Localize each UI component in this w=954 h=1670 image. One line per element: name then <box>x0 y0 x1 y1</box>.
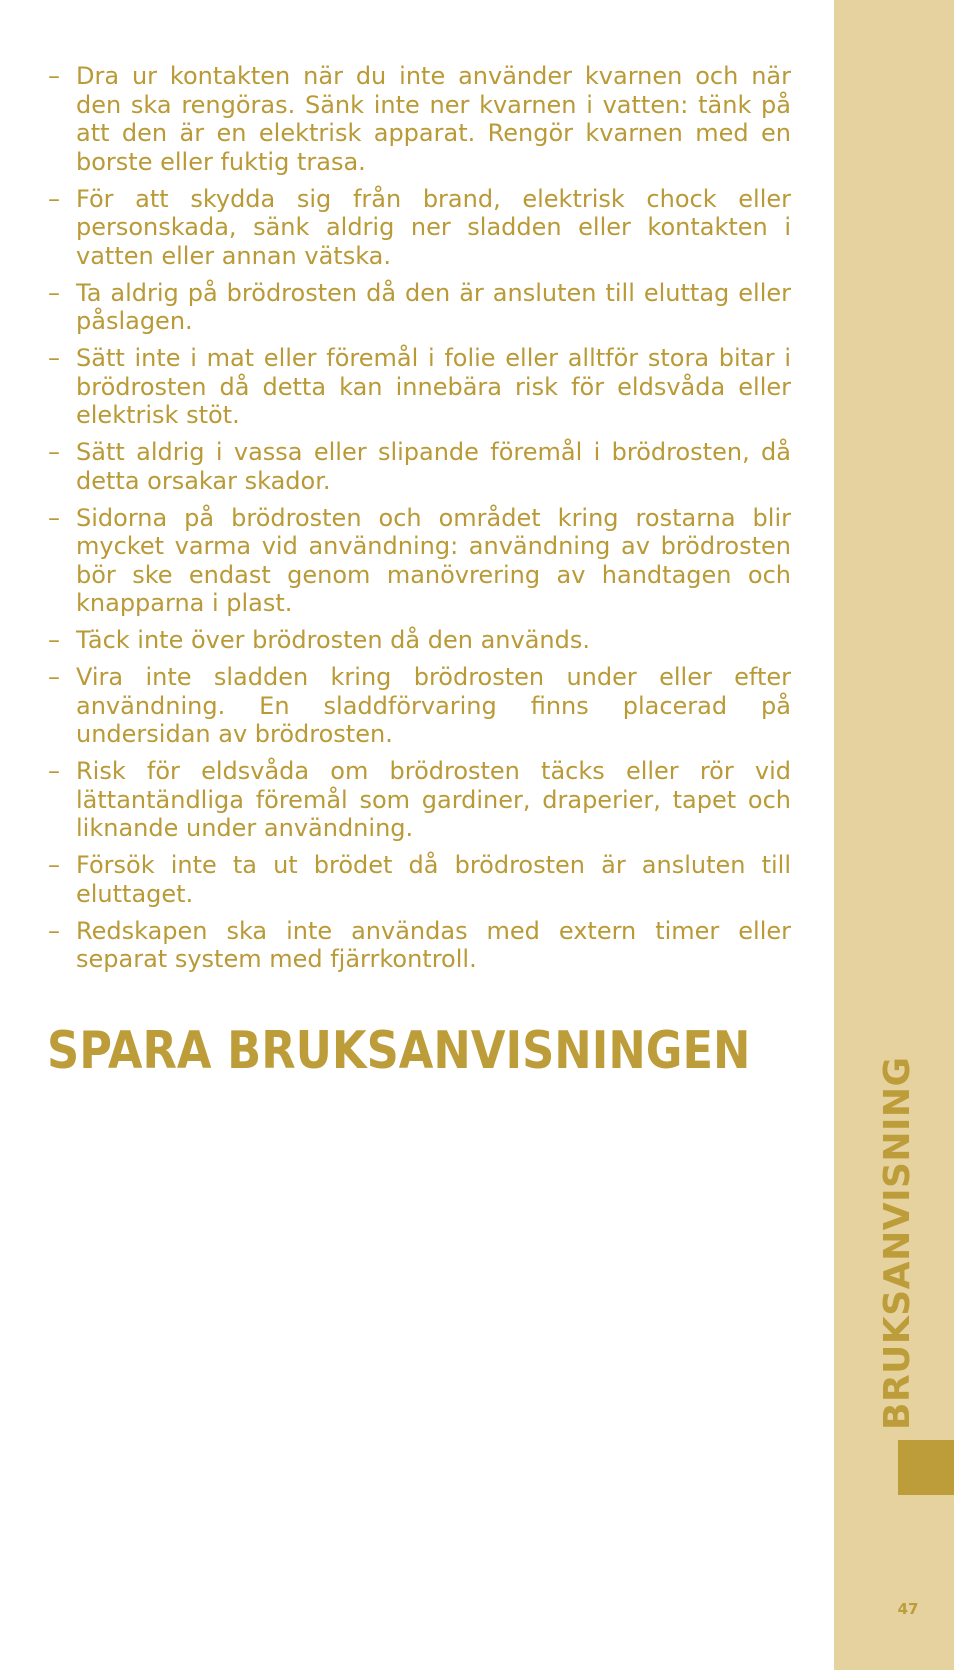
bullet-dash: – <box>48 62 60 90</box>
bullet-dash: – <box>48 757 60 785</box>
list-item <box>48 62 791 176</box>
list-item-text: Sätt inte i mat eller föremål i folie eller alltför stora bitar i brödrosten då detta kan innebära risk för eldsvåda eller elektrisk stöt. <box>76 344 791 429</box>
list-item-text: Sidorna på brödrosten och området kring rostarna blir mycket varma vid användning: användning av brödrosten bör ske endast genom manövrering av handtagen och knapparna i plast. <box>76 503 791 617</box>
section-heading: SPARA BRUKSANVISNINGEN <box>47 1021 751 1081</box>
list-item <box>48 344 791 430</box>
list-item <box>48 757 791 843</box>
bullet-dash: – <box>48 626 60 654</box>
bullet-dash: – <box>48 663 60 691</box>
list-item-text: Dra ur kontakten när du inte använder kvarnen och när den ska rengöras. Sänk inte ner kvarnen i vatten: tänk på att den är en elektrisk apparat. Rengör kvarnen med en borste eller fuktig trasa. <box>76 62 791 176</box>
list-item <box>48 626 791 655</box>
list-item-text: Redskapen ska inte användas med extern timer eller separat system med fjärrkontroll. <box>76 916 791 973</box>
list-item <box>48 438 791 495</box>
list-item-text: Sätt aldrig i vassa eller slipande föremål i brödrosten, då detta orsakar skador. <box>76 438 791 495</box>
list-item <box>48 504 791 618</box>
list-item <box>48 185 791 271</box>
list-item-text: För att skydda sig från brand, elektrisk chock eller personskada, sänk aldrig ner sladden eller kontakten i vatten eller annan vätska. <box>76 184 791 270</box>
bullet-dash: – <box>48 278 60 307</box>
list-item-text: Ta aldrig på brödrosten då den är ansluten till eluttag eller påslagen. <box>76 278 791 335</box>
sidebar-label: BRUKSANVISNING <box>877 1056 918 1430</box>
list-item-text: Försök inte ta ut brödet då brödrosten är ansluten till eluttaget. <box>76 851 791 908</box>
bullet-dash: – <box>48 438 60 466</box>
sidebar-tab-marker <box>898 1440 954 1495</box>
list-item <box>48 851 791 908</box>
list-item-text: Vira inte sladden kring brödrosten under eller efter användning. En sladdförvaring finns placerad på undersidan av brödrosten. <box>76 663 791 748</box>
bullet-dash: – <box>48 916 60 945</box>
bullet-dash: – <box>48 851 60 879</box>
bullet-dash: – <box>48 184 60 213</box>
bullet-dash: – <box>48 344 60 372</box>
list-item-text: Risk för eldsvåda om brödrosten täcks eller rör vid lättantändliga föremål som gardiner, draperier, tapet och liknande under användning. <box>76 757 791 842</box>
list-item <box>48 663 791 749</box>
bullet-dash: – <box>48 503 60 532</box>
list-item-text: Täck inte över brödrosten då den används. <box>76 626 590 654</box>
list-item <box>48 279 791 336</box>
page-number: 47 <box>897 1600 919 1618</box>
list-item <box>48 917 791 974</box>
warning-list <box>48 62 791 982</box>
